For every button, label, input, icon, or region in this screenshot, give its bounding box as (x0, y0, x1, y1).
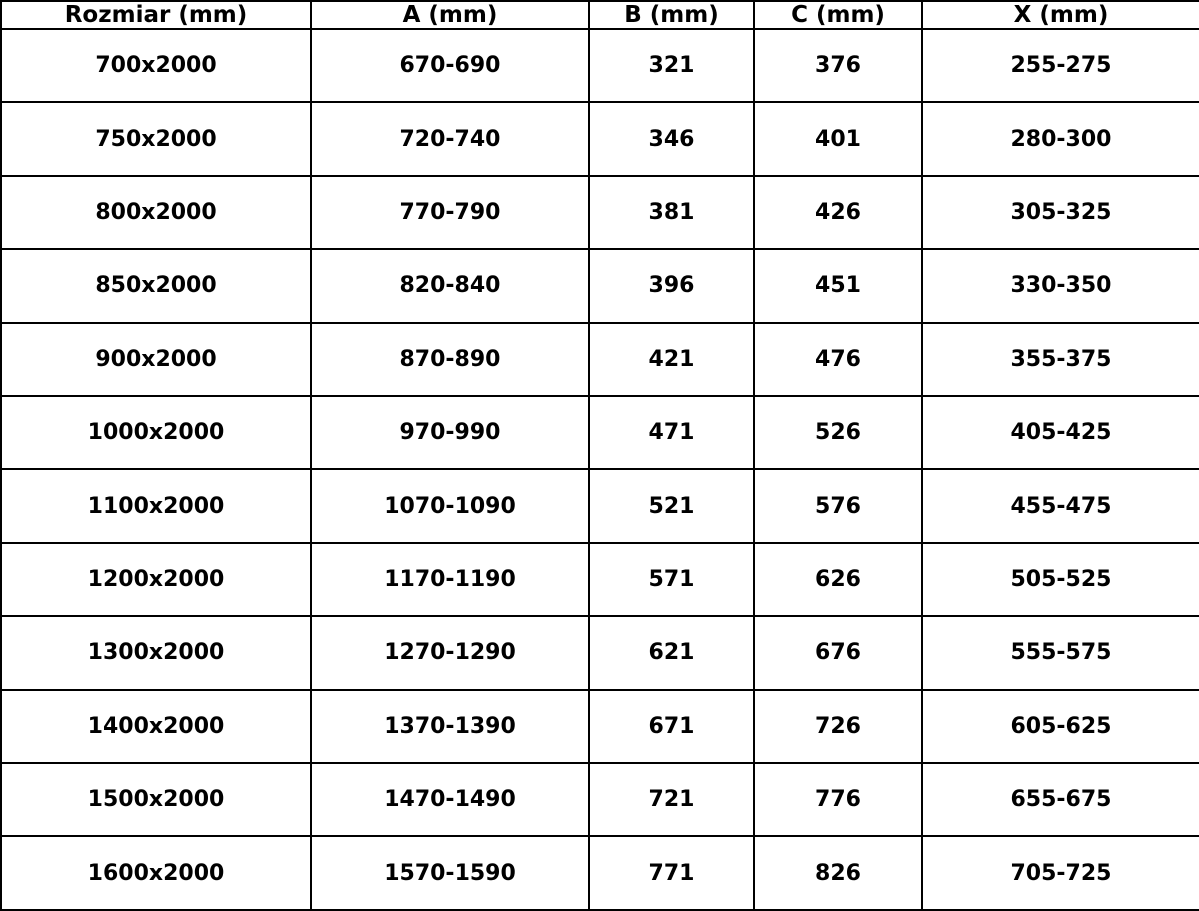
cell-c: 826 (754, 836, 922, 910)
cell-size: 1200x2000 (1, 543, 311, 616)
cell-x: 555-575 (922, 616, 1199, 689)
cell-b: 421 (589, 323, 754, 396)
cell-size: 900x2000 (1, 323, 311, 396)
cell-c: 426 (754, 176, 922, 249)
table-row (1, 176, 1199, 249)
cell-a: 720-740 (311, 102, 589, 175)
cell-size: 1000x2000 (1, 396, 311, 469)
cell-b: 471 (589, 396, 754, 469)
cell-b: 721 (589, 763, 754, 836)
cell-size: 1300x2000 (1, 616, 311, 689)
cell-size: 800x2000 (1, 176, 311, 249)
table-body (1, 29, 1199, 910)
cell-b: 571 (589, 543, 754, 616)
column-header-x: X (mm) (922, 1, 1199, 29)
column-header-b: B (mm) (589, 1, 754, 29)
cell-c: 626 (754, 543, 922, 616)
cell-x: 330-350 (922, 249, 1199, 322)
column-header-a: A (mm) (311, 1, 589, 29)
table-row (1, 763, 1199, 836)
cell-c: 576 (754, 469, 922, 542)
cell-x: 455-475 (922, 469, 1199, 542)
table-row (1, 543, 1199, 616)
table-header (1, 1, 1199, 29)
cell-a: 1170-1190 (311, 543, 589, 616)
cell-size: 1100x2000 (1, 469, 311, 542)
cell-size: 1600x2000 (1, 836, 311, 910)
cell-size: 1400x2000 (1, 690, 311, 763)
cell-b: 346 (589, 102, 754, 175)
cell-size: 750x2000 (1, 102, 311, 175)
cell-b: 321 (589, 29, 754, 102)
cell-b: 381 (589, 176, 754, 249)
table-row (1, 616, 1199, 689)
cell-a: 1470-1490 (311, 763, 589, 836)
cell-size: 850x2000 (1, 249, 311, 322)
cell-c: 776 (754, 763, 922, 836)
cell-b: 396 (589, 249, 754, 322)
column-header-c: C (mm) (754, 1, 922, 29)
table-row (1, 836, 1199, 910)
cell-x: 405-425 (922, 396, 1199, 469)
column-header-size: Rozmiar (mm) (1, 1, 311, 29)
cell-a: 870-890 (311, 323, 589, 396)
cell-x: 705-725 (922, 836, 1199, 910)
cell-size: 700x2000 (1, 29, 311, 102)
cell-c: 726 (754, 690, 922, 763)
cell-x: 655-675 (922, 763, 1199, 836)
cell-b: 671 (589, 690, 754, 763)
cell-x: 305-325 (922, 176, 1199, 249)
cell-a: 1070-1090 (311, 469, 589, 542)
cell-c: 676 (754, 616, 922, 689)
cell-a: 1370-1390 (311, 690, 589, 763)
table-row (1, 102, 1199, 175)
table-row (1, 323, 1199, 396)
cell-x: 355-375 (922, 323, 1199, 396)
cell-c: 401 (754, 102, 922, 175)
cell-a: 770-790 (311, 176, 589, 249)
cell-c: 476 (754, 323, 922, 396)
cell-a: 820-840 (311, 249, 589, 322)
table-header-row (1, 1, 1199, 29)
cell-a: 1570-1590 (311, 836, 589, 910)
cell-a: 970-990 (311, 396, 589, 469)
table-row (1, 396, 1199, 469)
cell-c: 376 (754, 29, 922, 102)
table-row (1, 29, 1199, 102)
cell-c: 451 (754, 249, 922, 322)
cell-size: 1500x2000 (1, 763, 311, 836)
cell-b: 771 (589, 836, 754, 910)
cell-x: 255-275 (922, 29, 1199, 102)
cell-x: 605-625 (922, 690, 1199, 763)
cell-c: 526 (754, 396, 922, 469)
table-row (1, 469, 1199, 542)
cell-x: 505-525 (922, 543, 1199, 616)
table-row (1, 690, 1199, 763)
cell-x: 280-300 (922, 102, 1199, 175)
table-row (1, 249, 1199, 322)
cell-b: 521 (589, 469, 754, 542)
cell-a: 1270-1290 (311, 616, 589, 689)
cell-b: 621 (589, 616, 754, 689)
cell-a: 670-690 (311, 29, 589, 102)
